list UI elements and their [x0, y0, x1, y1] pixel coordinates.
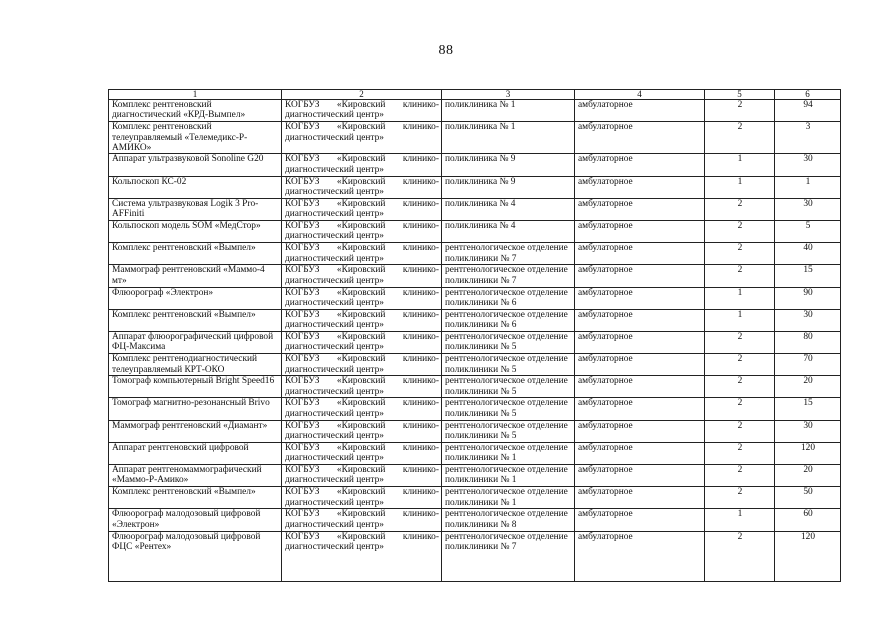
quantity-cell: 1 [705, 154, 775, 176]
department-cell: рентгенологическое отделение поликлиники № 6 [442, 309, 575, 331]
table-row [109, 376, 841, 398]
table-row [109, 354, 841, 376]
table-row [109, 265, 841, 287]
table-row [109, 243, 841, 265]
table-row [109, 442, 841, 464]
care-type-cell: амбулаторное [575, 176, 705, 198]
care-type-cell: амбулаторное [575, 420, 705, 442]
quantity-cell: 2 [705, 531, 775, 581]
quantity-cell: 1 [705, 176, 775, 198]
quantity-cell: 2 [705, 122, 775, 154]
equipment-name-cell: Флюорограф малодозовый цифровой «Электрон» [109, 509, 282, 531]
organization-cell: КОГБУЗ «Кировский клинико-диагностический центр» [282, 100, 442, 122]
capacity-cell: 50 [775, 487, 841, 509]
table-row [109, 220, 841, 242]
quantity-cell: 2 [705, 198, 775, 220]
equipment-name-cell: Маммограф рентгеновский «Маммо-4 мт» [109, 265, 282, 287]
organization-cell: КОГБУЗ «Кировский клинико-диагностический центр» [282, 309, 442, 331]
page-number: 88 [438, 43, 454, 58]
quantity-cell: 2 [705, 442, 775, 464]
organization-cell: КОГБУЗ «Кировский клинико-диагностический центр» [282, 376, 442, 398]
department-cell: рентгенологическое отделение поликлиники № 5 [442, 331, 575, 353]
quantity-cell: 2 [705, 354, 775, 376]
column-header: 6 [775, 90, 841, 100]
capacity-cell: 120 [775, 531, 841, 581]
quantity-cell: 1 [705, 509, 775, 531]
care-type-cell: амбулаторное [575, 487, 705, 509]
quantity-cell: 2 [705, 398, 775, 420]
column-header: 1 [109, 90, 282, 100]
capacity-cell: 5 [775, 220, 841, 242]
organization-cell: КОГБУЗ «Кировский клинико-диагностический центр» [282, 420, 442, 442]
equipment-name-cell: Система ультразвуковая Logik 3 Pro-AFFiniti [109, 198, 282, 220]
care-type-cell: амбулаторное [575, 465, 705, 487]
equipment-name-cell: Томограф компьютерный Bright Speed16 [109, 376, 282, 398]
table-row [109, 465, 841, 487]
capacity-cell: 30 [775, 154, 841, 176]
table-row [109, 176, 841, 198]
organization-cell: КОГБУЗ «Кировский клинико-диагностический центр» [282, 509, 442, 531]
table-row [109, 122, 841, 154]
organization-cell: КОГБУЗ «Кировский клинико-диагностический центр» [282, 331, 442, 353]
capacity-cell: 30 [775, 309, 841, 331]
department-cell: поликлиника № 9 [442, 154, 575, 176]
care-type-cell: амбулаторное [575, 531, 705, 581]
column-header: 4 [575, 90, 705, 100]
organization-cell: КОГБУЗ «Кировский клинико-диагностический центр» [282, 220, 442, 242]
care-type-cell: амбулаторное [575, 376, 705, 398]
department-cell: рентгенологическое отделение поликлиники № 6 [442, 287, 575, 309]
equipment-name-cell: Аппарат рентгеномаммографический «Маммо-Р-Амико» [109, 465, 282, 487]
department-cell: рентгенологическое отделение поликлиники № 5 [442, 376, 575, 398]
organization-cell: КОГБУЗ «Кировский клинико-диагностический центр» [282, 354, 442, 376]
equipment-name-cell: Комплекс рентгенодиагностический телеуправляемый КРТ-ОКО [109, 354, 282, 376]
column-header: 3 [442, 90, 575, 100]
capacity-cell: 60 [775, 509, 841, 531]
department-cell: поликлиника № 1 [442, 100, 575, 122]
department-cell: рентгенологическое отделение поликлиники № 5 [442, 398, 575, 420]
column-header: 5 [705, 90, 775, 100]
care-type-cell: амбулаторное [575, 198, 705, 220]
department-cell: рентгенологическое отделение поликлиники № 5 [442, 420, 575, 442]
table-row [109, 420, 841, 442]
care-type-cell: амбулаторное [575, 442, 705, 464]
table-row [109, 287, 841, 309]
column-number-row [109, 90, 841, 100]
table-row [109, 100, 841, 122]
department-cell: рентгенологическое отделение поликлиники № 1 [442, 465, 575, 487]
care-type-cell: амбулаторное [575, 154, 705, 176]
equipment-name-cell: Флюорограф «Электрон» [109, 287, 282, 309]
table-row [109, 309, 841, 331]
capacity-cell: 70 [775, 354, 841, 376]
capacity-cell: 30 [775, 420, 841, 442]
organization-cell: КОГБУЗ «Кировский клинико-диагностический центр» [282, 531, 442, 581]
capacity-cell: 1 [775, 176, 841, 198]
capacity-cell: 15 [775, 398, 841, 420]
capacity-cell: 40 [775, 243, 841, 265]
organization-cell: КОГБУЗ «Кировский клинико-диагностический центр» [282, 487, 442, 509]
equipment-name-cell: Томограф магнитно-резонансный Brivo [109, 398, 282, 420]
table-row [109, 331, 841, 353]
equipment-name-cell: Аппарат ультразвуковой Sonoline G20 [109, 154, 282, 176]
department-cell: поликлиника № 9 [442, 176, 575, 198]
equipment-name-cell: Комплекс рентгеновский диагностический «КРД-Вымпел» [109, 100, 282, 122]
equipment-name-cell: Комплекс рентгеновский «Вымпел» [109, 487, 282, 509]
care-type-cell: амбулаторное [575, 287, 705, 309]
table-row [109, 487, 841, 509]
care-type-cell: амбулаторное [575, 509, 705, 531]
equipment-name-cell: Кольпоскоп модель SOM «МедСтор» [109, 220, 282, 242]
quantity-cell: 2 [705, 100, 775, 122]
organization-cell: КОГБУЗ «Кировский клинико-диагностический центр» [282, 154, 442, 176]
care-type-cell: амбулаторное [575, 122, 705, 154]
quantity-cell: 2 [705, 220, 775, 242]
care-type-cell: амбулаторное [575, 331, 705, 353]
quantity-cell: 2 [705, 265, 775, 287]
capacity-cell: 120 [775, 442, 841, 464]
organization-cell: КОГБУЗ «Кировский клинико-диагностический центр» [282, 176, 442, 198]
table-body [109, 100, 841, 582]
care-type-cell: амбулаторное [575, 265, 705, 287]
department-cell: рентгенологическое отделение поликлиники № 1 [442, 442, 575, 464]
quantity-cell: 2 [705, 420, 775, 442]
quantity-cell: 2 [705, 465, 775, 487]
department-cell: рентгенологическое отделение поликлиники № 7 [442, 243, 575, 265]
care-type-cell: амбулаторное [575, 309, 705, 331]
organization-cell: КОГБУЗ «Кировский клинико-диагностический центр» [282, 243, 442, 265]
care-type-cell: амбулаторное [575, 243, 705, 265]
table-row [109, 509, 841, 531]
organization-cell: КОГБУЗ «Кировский клинико-диагностический центр» [282, 122, 442, 154]
organization-cell: КОГБУЗ «Кировский клинико-диагностический центр» [282, 465, 442, 487]
table-row [109, 398, 841, 420]
capacity-cell: 20 [775, 376, 841, 398]
care-type-cell: амбулаторное [575, 354, 705, 376]
equipment-name-cell: Кольпоскоп КС-02 [109, 176, 282, 198]
equipment-name-cell: Комплекс рентгеновский телеуправляемый «Телемедикс-Р-АМИКО» [109, 122, 282, 154]
care-type-cell: амбулаторное [575, 220, 705, 242]
equipment-name-cell: Флюорограф малодозовый цифровой ФЦС «Рентех» [109, 531, 282, 581]
capacity-cell: 20 [775, 465, 841, 487]
capacity-cell: 90 [775, 287, 841, 309]
department-cell: рентгенологическое отделение поликлиники № 8 [442, 509, 575, 531]
quantity-cell: 1 [705, 287, 775, 309]
organization-cell: КОГБУЗ «Кировский клинико-диагностический центр» [282, 265, 442, 287]
department-cell: рентгенологическое отделение поликлиники № 5 [442, 354, 575, 376]
organization-cell: КОГБУЗ «Кировский клинико-диагностический центр» [282, 287, 442, 309]
care-type-cell: амбулаторное [575, 398, 705, 420]
capacity-cell: 80 [775, 331, 841, 353]
quantity-cell: 2 [705, 331, 775, 353]
quantity-cell: 2 [705, 487, 775, 509]
department-cell: поликлиника № 4 [442, 220, 575, 242]
organization-cell: КОГБУЗ «Кировский клинико-диагностический центр» [282, 442, 442, 464]
quantity-cell: 2 [705, 376, 775, 398]
table-row [109, 198, 841, 220]
quantity-cell: 1 [705, 309, 775, 331]
department-cell: поликлиника № 4 [442, 198, 575, 220]
equipment-name-cell: Комплекс рентгеновский «Вымпел» [109, 309, 282, 331]
column-header: 2 [282, 90, 442, 100]
care-type-cell: амбулаторное [575, 100, 705, 122]
department-cell: рентгенологическое отделение поликлиники № 7 [442, 265, 575, 287]
capacity-cell: 3 [775, 122, 841, 154]
organization-cell: КОГБУЗ «Кировский клинико-диагностический центр» [282, 398, 442, 420]
department-cell: рентгенологическое отделение поликлиники № 7 [442, 531, 575, 581]
capacity-cell: 94 [775, 100, 841, 122]
equipment-name-cell: Комплекс рентгеновский «Вымпел» [109, 243, 282, 265]
capacity-cell: 15 [775, 265, 841, 287]
department-cell: рентгенологическое отделение поликлиники № 1 [442, 487, 575, 509]
organization-cell: КОГБУЗ «Кировский клинико-диагностический центр» [282, 198, 442, 220]
equipment-name-cell: Маммограф рентгеновский «Диамант» [109, 420, 282, 442]
equipment-name-cell: Аппарат флюорографический цифровой ФЦ-Максима [109, 331, 282, 353]
quantity-cell: 2 [705, 243, 775, 265]
equipment-table [108, 89, 841, 582]
capacity-cell: 30 [775, 198, 841, 220]
department-cell: поликлиника № 1 [442, 122, 575, 154]
table-row [109, 154, 841, 176]
equipment-name-cell: Аппарат рентгеновский цифровой [109, 442, 282, 464]
table-row [109, 531, 841, 581]
